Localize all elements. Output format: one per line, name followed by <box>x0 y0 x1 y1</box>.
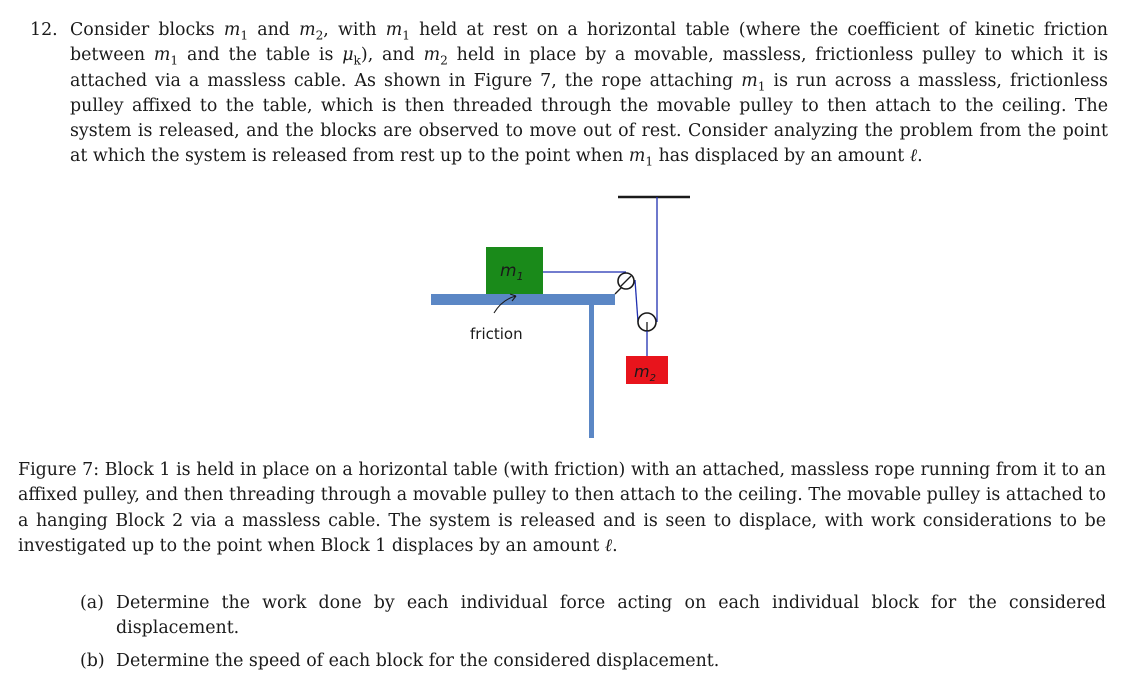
part-b <box>80 649 1106 674</box>
block-m1-label: $m_1$ <box>500 261 524 283</box>
rope-down-left <box>635 280 638 322</box>
part-a <box>80 591 1106 642</box>
table-leg <box>589 305 594 438</box>
problem-statement <box>30 18 1108 170</box>
problem-text: Consider blocks $m_1$ and $m_2$, with $m_1$ held at rest on a horizontal table (where the coefficient of kinetic friction between $m_1$ and the table is $\mu_k$), and $m_2$ held in place by a movable, massless, frictionless pulley to which it is attached via a massless cable. As shown in Figure 7, the rope attaching $m_1$ is run across a massless, frictionless pulley affixed to the table, which is then threaded through the movable pulley to then attach to the ceiling. The system is released, and the blocks are observed to move out of rest. Consider analyzing the problem from the point at which the system is released from rest up to the point when $m_1$ has displaced by an amount ℓ. <box>70 20 1108 169</box>
problem-parts <box>80 591 1106 681</box>
part-a-label: (a) <box>80 593 104 613</box>
pulley-diagram <box>420 185 700 445</box>
part-b-label: (b) <box>80 650 105 671</box>
problem-number: 12. <box>30 20 58 40</box>
friction-label: friction <box>470 325 523 343</box>
block-m2-label: $m_2$ <box>634 362 656 384</box>
figure-7 <box>420 185 700 445</box>
figure-caption: Figure 7: Block 1 is held in place on a horizontal table (with friction) with an attached, massless rope running from it to an affixed pulley, and then threading through a movable pulley to then attach to the ceiling. The movable pulley is attached to a hanging Block 2 via a massless cable. The system is released and is seen to displace, with work considerations to be investigated up to the point when Block 1 displaces by an amount ℓ. <box>18 460 1106 557</box>
part-b-text: Determine the speed of each block for the considered displacement. <box>116 650 720 671</box>
table-top <box>431 294 615 305</box>
part-a-text: Determine the work done by each individual force acting on each individual block for the considered displacement. <box>116 593 1106 639</box>
